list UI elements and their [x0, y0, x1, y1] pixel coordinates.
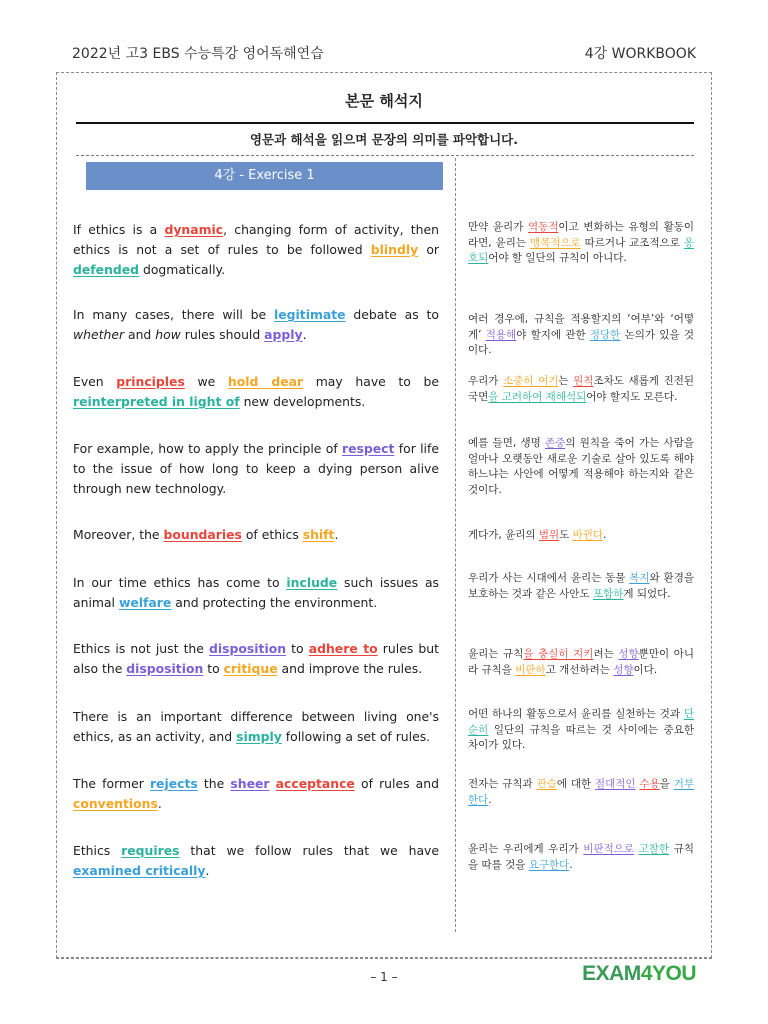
english-sentence — [73, 707, 439, 747]
korean-translation — [468, 842, 694, 873]
english-sentence — [73, 220, 439, 280]
sentence-text: and protecting the environment. — [171, 595, 378, 610]
sentence-text: Ethics — [73, 843, 122, 858]
sentence-text: . — [334, 527, 339, 542]
column-divider — [455, 158, 456, 932]
vocab-highlight: reinterpreted in light of — [73, 394, 240, 409]
translation-text: 규칙을 따를 것을 — [468, 843, 694, 871]
sentence-text: to — [286, 641, 309, 656]
sentence-text: . — [205, 863, 210, 878]
vocab-highlight: boundaries — [163, 527, 242, 542]
translation-highlight: 성향 — [618, 648, 639, 660]
korean-translation — [468, 436, 694, 498]
translation-text: . — [569, 858, 573, 871]
english-sentence — [73, 305, 439, 345]
page-title: 본문 해석지 — [345, 92, 423, 110]
translation-text: 게다가, 윤리의 — [468, 529, 539, 541]
korean-translation — [468, 528, 694, 544]
translation-highlight: 포함하 — [592, 587, 624, 600]
sentence-text: following a set of rules. — [281, 729, 431, 744]
sentence-text: dogmatically. — [139, 262, 226, 277]
page-number: – 1 – — [370, 970, 398, 984]
translation-highlight: 을 충실히 지키 — [523, 648, 594, 660]
sentence-text: debate as to — [345, 307, 439, 322]
vocab-highlight: principles — [116, 374, 185, 389]
translation-highlight: 요구한다 — [528, 858, 570, 871]
sentence-text: we — [184, 374, 228, 389]
translation-text: 여러 경우에, 규칙을 적용할지의 ‘여부’와 ‘어떻게’ — [468, 313, 694, 341]
translation-text: 윤리는 규칙 — [468, 648, 524, 660]
sentence-text: rules but also the — [73, 641, 439, 676]
english-sentence — [73, 573, 439, 613]
logo-text-exam: EXAM — [582, 962, 641, 985]
vocab-highlight: acceptance — [275, 776, 355, 791]
translation-text: 게 되었다. — [623, 587, 671, 600]
document-header-title: 2022년 고3 EBS 수능특강 영어독해연습 — [72, 46, 324, 62]
translation-text: 고 개선하려는 — [545, 663, 614, 676]
vocab-highlight: apply — [264, 327, 303, 342]
vocab-highlight: disposition — [126, 661, 204, 676]
english-sentence — [73, 439, 439, 499]
vocab-highlight: adhere to — [308, 641, 378, 656]
translation-text: 려는 — [593, 648, 619, 660]
logo-text-4you: 4YOU — [640, 962, 696, 985]
sentence-text: the — [197, 776, 231, 791]
sentence-text: . — [157, 796, 162, 811]
translation-highlight: 옹호되 — [468, 236, 694, 264]
korean-translation — [468, 312, 694, 359]
sentence-text: new developments. — [239, 394, 366, 409]
page-frame — [56, 72, 712, 958]
vocab-highlight: conventions — [73, 796, 158, 811]
sentence-text: Moreover, the — [73, 527, 164, 542]
vocab-highlight: requires — [121, 843, 180, 858]
vocab-highlight: disposition — [209, 641, 287, 656]
translation-highlight: 존중 — [545, 437, 566, 449]
korean-translation — [468, 777, 694, 808]
italic-word: whether — [73, 327, 125, 342]
sentence-text: There is an important difference between living one's ethics, as an activity, and — [73, 709, 439, 744]
sentence-text: If ethics is a — [73, 222, 165, 237]
footer-divider — [56, 958, 712, 959]
translation-highlight: 성향 — [613, 663, 634, 676]
translation-text: 일단의 규칙을 따르는 것 사이에는 중요한 차이가 있다. — [468, 723, 694, 751]
vocab-highlight: shift — [302, 527, 335, 542]
english-sentence — [73, 841, 439, 881]
sentence-text: In our time ethics has come to — [73, 575, 287, 590]
vocab-highlight: include — [286, 575, 338, 590]
translation-highlight: 바뀐다 — [572, 529, 604, 541]
translation-text: . — [488, 793, 492, 806]
subtitle-divider — [76, 155, 694, 156]
italic-word: how — [155, 327, 181, 342]
translation-text: 이다. — [633, 663, 658, 676]
sentence-text: rules should — [180, 327, 265, 342]
translation-text: 논의가 있을 것이다. — [468, 328, 695, 356]
translation-highlight: 적용해 — [485, 328, 517, 341]
sentence-text: . — [302, 327, 307, 342]
translation-highlight: 거부한다 — [468, 778, 695, 806]
translation-text: 야 할지에 관한 — [516, 328, 590, 341]
translation-highlight: 관습 — [536, 778, 557, 790]
translation-highlight: 비판적으로 — [583, 843, 635, 855]
translation-text: 전자는 규칙과 — [468, 778, 537, 790]
translation-text: 을 — [659, 778, 674, 790]
translation-text: 도 — [559, 529, 573, 541]
translation-text: 우리가 사는 시대에서 윤리는 동물 — [468, 572, 630, 584]
vocab-highlight: rejects — [149, 776, 198, 791]
vocab-highlight: examined critically — [73, 863, 206, 878]
translation-text: 와 환경을 보호하는 것과 같은 사안도 — [468, 572, 694, 600]
exam4you-logo — [582, 962, 696, 986]
translation-highlight: 정당한 — [589, 328, 621, 341]
korean-translation — [468, 374, 694, 405]
sentence-text: Even — [73, 374, 117, 389]
translation-text: 이고 변화하는 유형의 활동이라면, 윤리는 — [468, 221, 694, 249]
sentence-text: , changing form of activity, then ethics is not a set of rules to be followed — [73, 222, 439, 257]
sentence-text: may have to be — [303, 374, 439, 389]
vocab-highlight: blindly — [370, 242, 419, 257]
translation-highlight: 역동적 — [527, 221, 559, 233]
sentence-text: For example, how to apply the principle of — [73, 441, 342, 456]
vocab-highlight: simply — [236, 729, 282, 744]
vocab-highlight: welfare — [118, 595, 172, 610]
translation-text: 만약 윤리가 — [468, 221, 528, 233]
translation-highlight: 을 고려하여 재해석되 — [488, 390, 587, 403]
sentence-text: to — [203, 661, 224, 676]
translation-text: 뿐만이 아니라 규칙을 — [468, 648, 694, 676]
translation-text: 어떤 하나의 활동으로서 윤리를 실천하는 것과 — [468, 708, 684, 720]
vocab-highlight: hold dear — [227, 374, 304, 389]
sentence-text: and improve the rules. — [277, 661, 423, 676]
translation-text: 윤리는 우리에게 우리가 — [468, 843, 584, 855]
translation-highlight: 맹목적으로 — [529, 236, 581, 249]
vocab-highlight: defended — [73, 262, 140, 277]
korean-translation — [468, 571, 694, 602]
translation-highlight: 범위 — [538, 529, 560, 541]
translation-text: . — [603, 529, 607, 541]
translation-highlight: 수용 — [639, 778, 660, 790]
title-divider — [76, 122, 694, 124]
vocab-highlight: critique — [223, 661, 278, 676]
translation-text: 의 원칙을 죽어 가는 사람을 얼마나 오랫동안 새로운 기술로 살아 있도록 해야 하느냐는 사안에 어떻게 적용해야 하는지와 같은 것이다. — [468, 437, 694, 496]
translation-text: 는 — [558, 375, 574, 387]
sentence-text: Ethics is not just the — [73, 641, 210, 656]
translation-text: 에 대한 — [556, 778, 595, 790]
translation-text: 어야 할 일단의 규칙이 아니다. — [488, 252, 627, 264]
workbook-label: 4강 WORKBOOK — [584, 46, 696, 62]
sentence-text: In many cases, there will be — [73, 307, 275, 322]
english-sentence — [73, 639, 439, 679]
english-sentence — [73, 774, 439, 814]
translation-highlight: 복지 — [629, 572, 650, 584]
sentence-text: The former — [73, 776, 150, 791]
sentence-text: and — [124, 327, 156, 342]
translation-highlight: 원칙 — [573, 375, 594, 387]
vocab-highlight: legitimate — [274, 307, 346, 322]
translation-highlight: 단순히 — [468, 708, 694, 736]
translation-highlight: 비판하 — [515, 663, 546, 676]
translation-highlight: 고찰한 — [638, 843, 670, 855]
translation-text: 따르거나 교조적으로 — [580, 236, 684, 249]
translation-text: 우리가 — [468, 375, 504, 387]
korean-translation — [468, 220, 694, 267]
english-sentence — [73, 372, 439, 412]
sentence-text: for life to the issue of how long to keep a dying person alive through new technology. — [73, 441, 439, 496]
korean-translation — [468, 707, 694, 754]
sentence-text: such issues as animal — [73, 575, 440, 610]
page-subtitle: 영문과 해석을 읽으며 문장의 의미를 파악합니다. — [249, 132, 518, 147]
korean-translation — [468, 647, 694, 678]
exercise-banner: 4강 - Exercise 1 — [86, 162, 443, 190]
english-sentence — [73, 525, 439, 545]
translation-highlight: 절대적인 — [594, 778, 636, 790]
sentence-text: of ethics — [241, 527, 303, 542]
translation-text: 예를 들면, 생명 — [468, 437, 546, 449]
sentence-text: that we follow rules that we have — [179, 843, 439, 858]
translation-text: 어야 할지도 모른다. — [586, 390, 678, 403]
translation-highlight: 소중히 여기 — [503, 375, 559, 387]
sentence-text: of rules and — [354, 776, 439, 791]
vocab-highlight: dynamic — [164, 222, 224, 237]
vocab-highlight: respect — [342, 441, 395, 456]
translation-text: 조차도 새롭게 진전된 국면 — [468, 375, 694, 403]
sentence-text: or — [418, 242, 439, 257]
vocab-highlight: sheer — [230, 776, 270, 791]
